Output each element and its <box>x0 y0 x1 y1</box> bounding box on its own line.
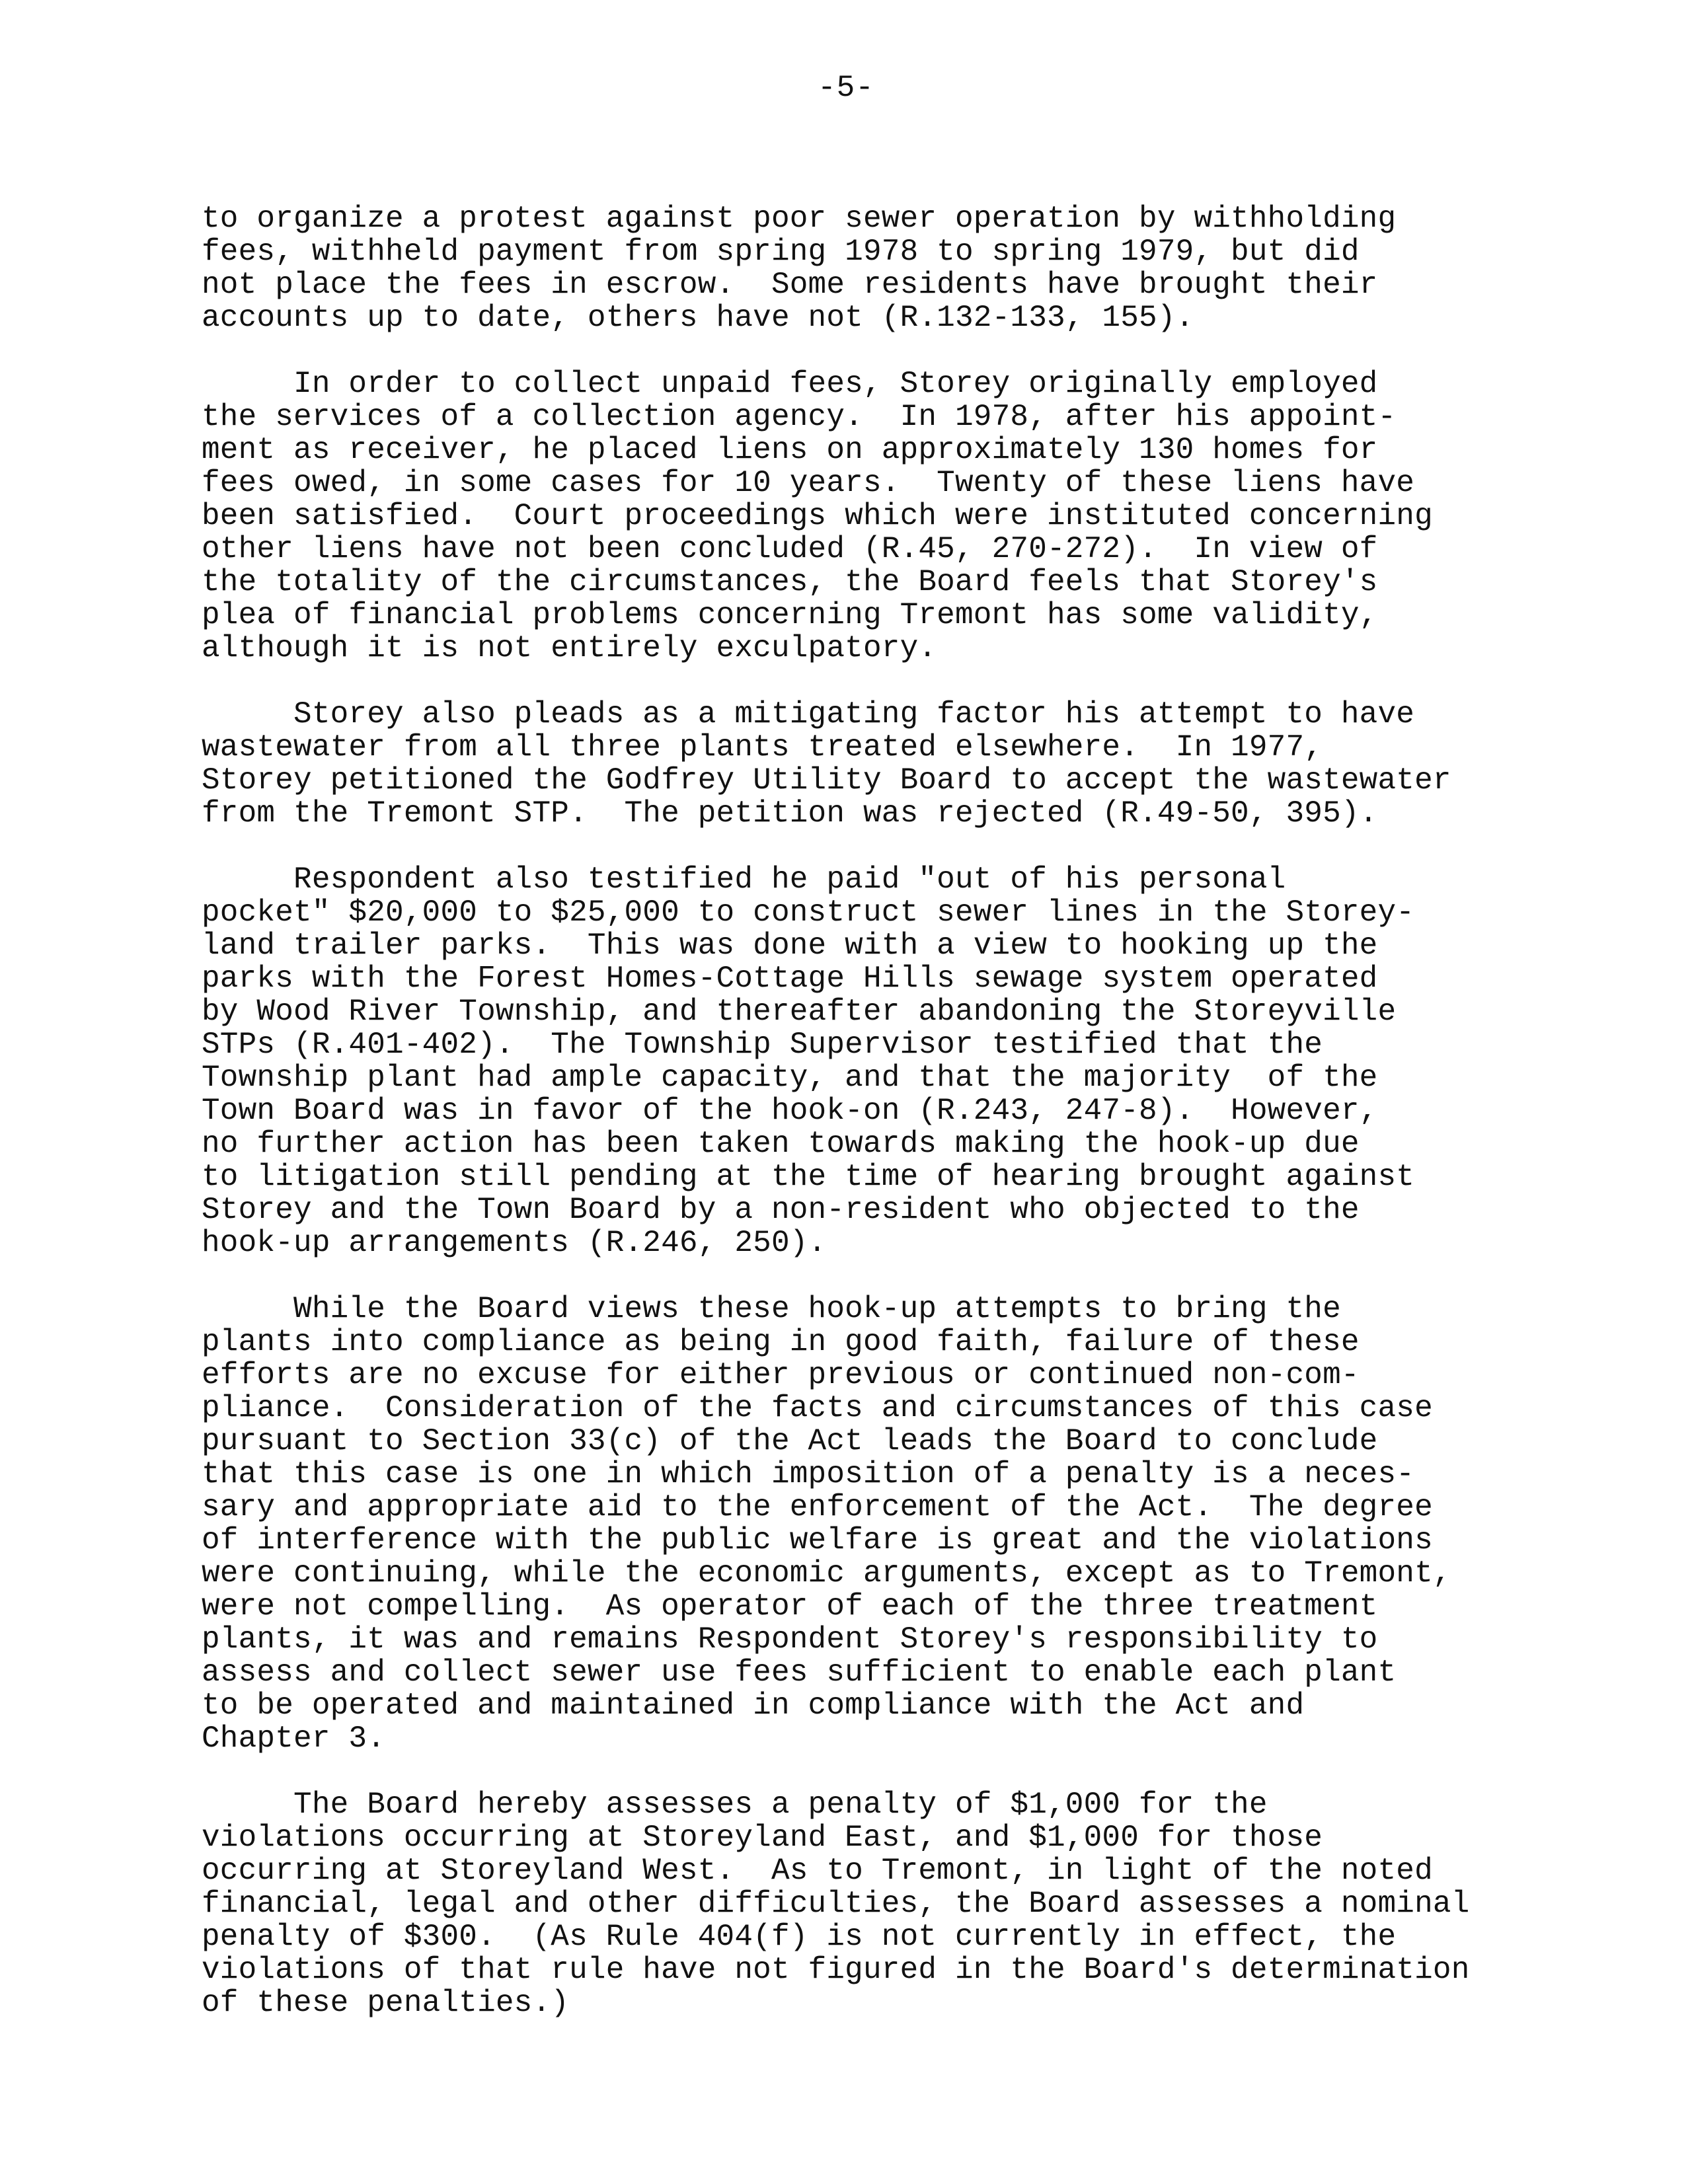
paragraph <box>202 367 1682 665</box>
text-line: pursuant to Section 33(c) of the Act leads the Board to conclude <box>202 1424 1378 1458</box>
paragraph <box>202 1293 1682 1755</box>
text-line: fees owed, in some cases for 10 years. Twenty of these liens have <box>202 466 1415 500</box>
paragraph <box>202 698 1682 830</box>
text-line: were continuing, while the economic arguments, except as to Tremont, <box>202 1556 1451 1591</box>
text-line: While the Board views these hook-up attempts to bring the <box>202 1292 1341 1326</box>
text-line: The Board hereby assesses a penalty of $1,000 for the <box>202 1788 1268 1822</box>
text-line: the totality of the circumstances, the Board feels that Storey's <box>202 565 1378 599</box>
text-line: no further action has been taken towards making the hook-up due <box>202 1127 1360 1161</box>
text-line: plea of financial problems concerning Tremont has some validity, <box>202 598 1378 632</box>
text-line: financial, legal and other difficulties, the Board assesses a nominal <box>202 1887 1470 1921</box>
text-line: accounts up to date, others have not (R.132-133, 155). <box>202 301 1194 335</box>
text-line: In order to collect unpaid fees, Storey originally employed <box>202 367 1378 401</box>
text-line: Town Board was in favor of the hook-on (R.243, 247-8). However, <box>202 1094 1378 1128</box>
text-line: plants into compliance as being in good faith, failure of these <box>202 1325 1360 1359</box>
text-line: fees, withheld payment from spring 1978 to spring 1979, but did <box>202 235 1360 269</box>
text-line: Storey and the Town Board by a non-resident who objected to the <box>202 1193 1360 1227</box>
text-line: to litigation still pending at the time of hearing brought against <box>202 1160 1415 1194</box>
text-line: that this case is one in which imposition of a penalty is a neces- <box>202 1457 1415 1491</box>
text-line: sary and appropriate aid to the enforcement of the Act. The degree <box>202 1490 1433 1525</box>
text-line: violations of that rule have not figured in the Board's determination <box>202 1953 1470 1987</box>
text-line: from the Tremont STP. The petition was rejected (R.49-50, 395). <box>202 796 1378 831</box>
text-line: not place the fees in escrow. Some residents have brought their <box>202 268 1378 302</box>
text-line: Storey petitioned the Godfrey Utility Board to accept the wastewater <box>202 763 1451 798</box>
text-line: of interference with the public welfare is great and the violations <box>202 1523 1433 1558</box>
text-line: pliance. Consideration of the facts and circumstances of this case <box>202 1391 1433 1425</box>
text-line: efforts are no excuse for either previous or continued non-com- <box>202 1358 1360 1392</box>
text-line: Township plant had ample capacity, and that the majority of the <box>202 1061 1378 1095</box>
page-number: -5- <box>818 71 874 105</box>
text-line: STPs (R.401-402). The Township Supervisor testified that the <box>202 1028 1323 1062</box>
text-line: to be operated and maintained in compliance with the Act and <box>202 1688 1305 1723</box>
text-line: penalty of $300. (As Rule 404(f) is not currently in effect, the <box>202 1920 1397 1954</box>
text-line: although it is not entirely exculpatory. <box>202 631 937 665</box>
document-body <box>202 202 1682 2052</box>
text-line: by Wood River Township, and thereafter abandoning the Storeyville <box>202 995 1397 1029</box>
text-line: plants, it was and remains Respondent Storey's responsibility to <box>202 1622 1378 1657</box>
text-line: the services of a collection agency. In 1978, after his appoint- <box>202 400 1397 434</box>
text-line: land trailer parks. This was done with a view to hooking up the <box>202 928 1378 963</box>
text-line: to organize a protest against poor sewer operation by withholding <box>202 202 1397 236</box>
text-line: violations occurring at Storeyland East, and $1,000 for those <box>202 1821 1323 1855</box>
text-line: hook-up arrangements (R.246, 250). <box>202 1226 827 1260</box>
text-line: ment as receiver, he placed liens on approximately 130 homes for <box>202 433 1378 467</box>
text-line: other liens have not been concluded (R.45, 270-272). In view of <box>202 532 1378 566</box>
text-line: parks with the Forest Homes-Cottage Hills sewage system operated <box>202 961 1378 996</box>
text-line: been satisfied. Court proceedings which were instituted concerning <box>202 499 1433 533</box>
text-line: wastewater from all three plants treated elsewhere. In 1977, <box>202 730 1323 765</box>
text-line: Respondent also testified he paid "out of his personal <box>202 862 1286 897</box>
text-line: of these penalties.) <box>202 1986 570 2020</box>
text-line: assess and collect sewer use fees sufficient to enable each plant <box>202 1655 1397 1690</box>
text-line: were not compelling. As operator of each of the three treatment <box>202 1589 1378 1624</box>
text-line: occurring at Storeyland West. As to Tremont, in light of the noted <box>202 1854 1433 1888</box>
text-line: Chapter 3. <box>202 1721 386 1756</box>
paragraph <box>202 1788 1682 2019</box>
paragraph <box>202 863 1682 1260</box>
paragraph <box>202 202 1682 334</box>
text-line: Storey also pleads as a mitigating factor his attempt to have <box>202 697 1415 732</box>
text-line: pocket" $20,000 to $25,000 to construct sewer lines in the Storey- <box>202 895 1415 930</box>
